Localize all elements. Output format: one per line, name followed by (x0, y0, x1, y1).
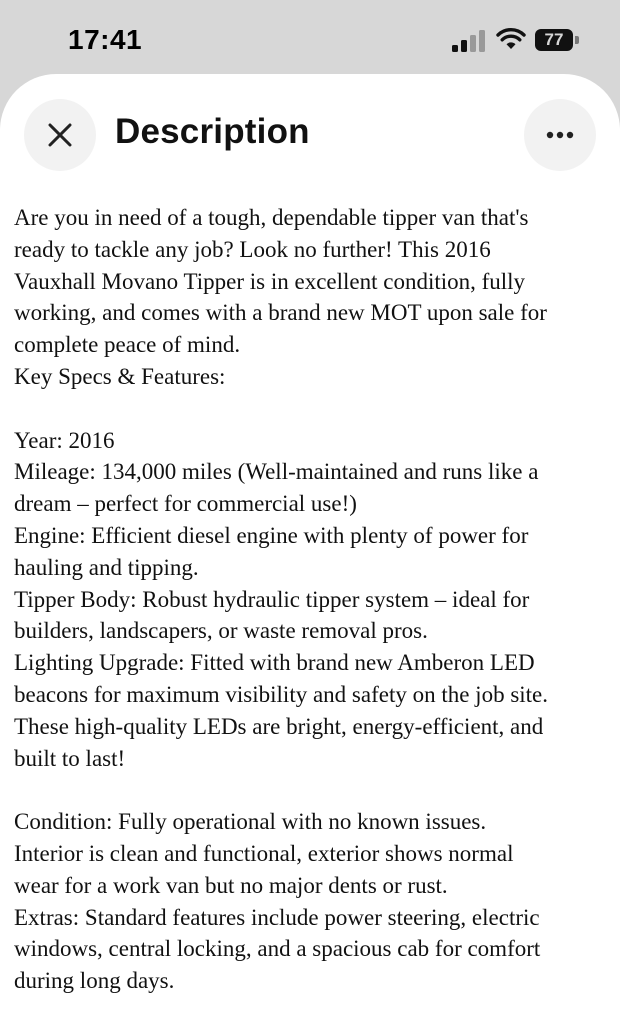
cellular-signal-icon (452, 30, 486, 52)
status-bar (0, 0, 620, 76)
battery-icon (535, 29, 579, 51)
description-line: dream – perfect for commercial use!) (14, 491, 357, 517)
battery-level: 77 (544, 30, 564, 49)
wifi-icon (496, 27, 526, 51)
description-line: Condition: Fully operational with no known issues. (14, 809, 487, 835)
description-line: beacons for maximum visibility and safety on the job site. (14, 681, 549, 707)
description-line: Are you in need of a tough, dependable tipper van that's (14, 205, 529, 230)
description-line: windows, central locking, and a spacious cab for comfort (14, 936, 541, 962)
description-text (14, 202, 614, 997)
description-line: Key Specs & Features: (14, 363, 226, 389)
description-line: complete peace of mind. (14, 332, 241, 358)
description-line: Engine: Efficient diesel engine with plenty of power for (14, 522, 529, 548)
description-line (14, 393, 614, 425)
description-line: Extras: Standard features include power steering, electric (14, 904, 540, 930)
description-line: hauling and tipping. (14, 554, 199, 580)
description-line: Interior is clean and functional, exterior shows normal (14, 840, 514, 866)
description-line: working, and comes with a brand new MOT upon sale for (14, 300, 547, 326)
description-line: Lighting Upgrade: Fitted with brand new Amberon LED (14, 650, 535, 676)
description-line: ready to tackle any job? Look no further! This 2016 (14, 236, 491, 262)
more-icon (546, 131, 574, 139)
description-line: Tipper Body: Robust hydraulic tipper system – ideal for (14, 586, 530, 612)
description-line: Vauxhall Movano Tipper is in excellent condition, fully (14, 268, 526, 294)
description-sheet (0, 74, 620, 1024)
description-line: builders, landscapers, or waste removal pros. (14, 618, 428, 644)
description-line: built to last! (14, 745, 126, 771)
description-line: wear for a work van but no major dents or rust. (14, 872, 448, 898)
description-line (14, 774, 614, 806)
sheet-header (0, 74, 620, 198)
close-icon (47, 122, 73, 148)
description-line: Mileage: 134,000 miles (Well-maintained and runs like a (14, 459, 539, 485)
description-line: during long days. (14, 968, 175, 994)
close-button[interactable] (24, 99, 96, 171)
more-options-button[interactable] (524, 99, 596, 171)
page-title: Description (115, 112, 310, 151)
status-time: 17:41 (68, 24, 143, 55)
description-line: These high-quality LEDs are bright, energy-efficient, and (14, 713, 544, 739)
description-line: Year: 2016 (14, 427, 115, 453)
